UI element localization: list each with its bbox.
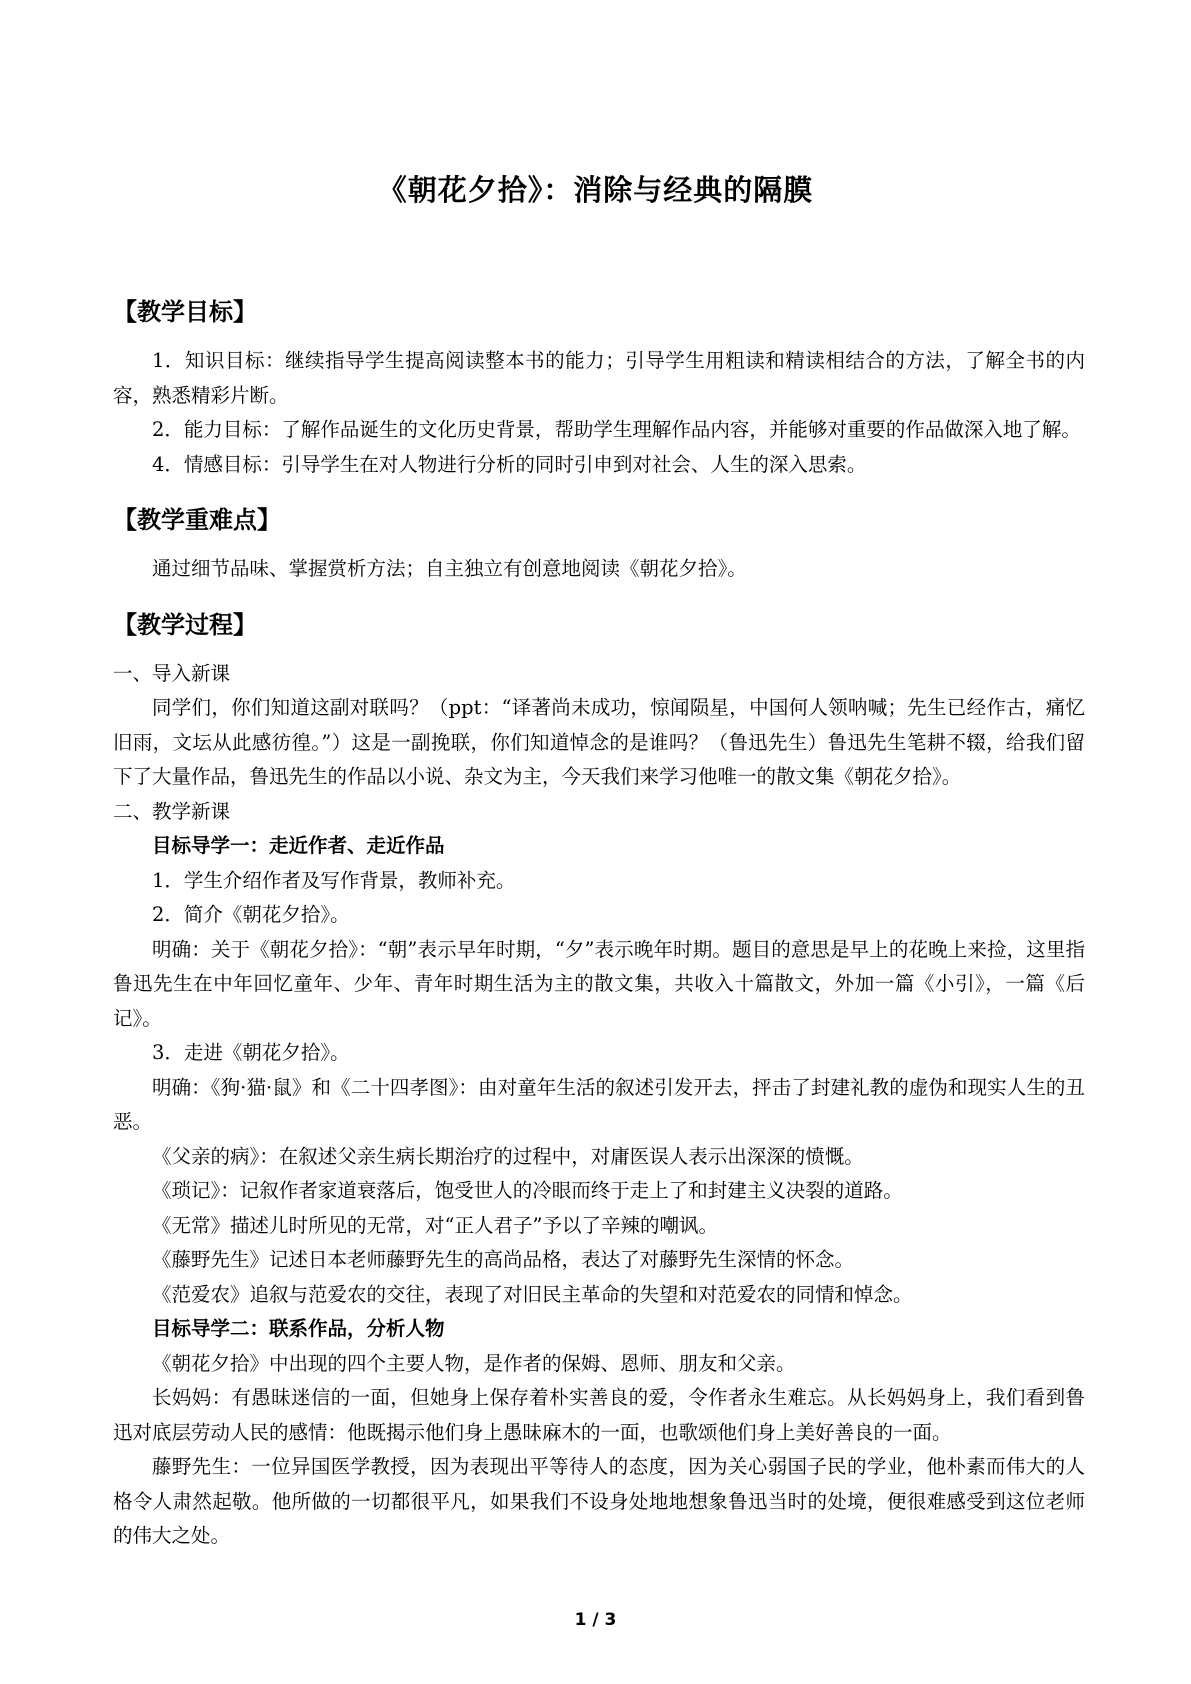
document-body [113, 292, 1085, 1554]
process-part1-title: 一、导入新课 [113, 661, 231, 685]
process-part1-text: 同学们，你们知道这副对联吗？（ppt：“译著尚未成功，惊闻陨星，中国何人领呐喊；先生已经作古，痛忆旧雨，文坛从此感彷徨。”）这是一副挽联，你们知道悼念的是谁吗？（鲁迅先生）鲁迅先生笔耕不辍，给我们留下了大量作品，鲁迅先生的作品以小说、杂文为主，今天我们来学习他唯一的散文集《朝花夕拾》。 [113, 696, 1085, 788]
guide1-item: 3．走进《朝花夕拾》。 [152, 1041, 350, 1064]
guide2-intro: 《朝花夕拾》中出现的四个主要人物，是作者的保姆、恩师、朋友和父亲。 [152, 1351, 796, 1375]
work-description: 《藤野先生》记述日本老师藤野先生的高尚品格，表达了对藤野先生深情的怀念。 [152, 1248, 855, 1271]
section-heading-process: 【教学过程】 [113, 610, 257, 639]
work-description: 《无常》描述儿时所见的无常，对“正人君子”予以了辛辣的嘲讽。 [152, 1213, 718, 1237]
process-part2-title: 二、教学新课 [113, 799, 231, 823]
section-heading-objectives: 【教学目标】 [113, 298, 257, 326]
guide2-character-mama: 长妈妈：有愚昧迷信的一面，但她身上保存着朴实善良的爱，令作者永生难忘。从长妈妈身上，我们看到鲁迅对底层劳动人民的感情：他既揭示他们身上愚昧麻木的一面，也歌颂他们身上美好善良的一面。 [113, 1386, 1085, 1444]
guide1-title: 目标导学一：走近作者、走近作品 [152, 834, 445, 857]
work-description: 《琐记》：记叙作者家道衰落后，饱受世人的冷眼而终于走上了和封建主义决裂的道路。 [152, 1179, 903, 1202]
work-description: 《范爱农》追叙与范爱农的交往，表现了对旧民主革命的失望和对范爱农的同情和悼念。 [152, 1282, 913, 1306]
objective-item: 2．能力目标：了解作品诞生的文化历史背景，帮助学生理解作品内容，并能够对重要的作品做深入地了解。 [152, 418, 1081, 441]
guide1-item: 2．简介《朝花夕拾》。 [152, 903, 350, 926]
section-heading-key-points: 【教学重难点】 [113, 506, 281, 534]
guide1-clarify: 明确：关于《朝花夕拾》：“朝”表示早年时期，“夕”表示晚年时期。题目的意思是早上的花晚上来捡，这里指鲁迅先生在中年回忆童年、少年、青年时期生活为主的散文集，共收入十篇散文，外加一篇《小引》，一篇《后记》。 [113, 937, 1085, 1030]
guide2-character-fujino: 藤野先生：一位异国医学教授，因为表现出平等待人的态度，因为关心弱国子民的学业，他朴素而伟大的人格令人肃然起敬。他所做的一切都很平凡，如果我们不设身处地地想象鲁迅当时的处境，便很难感受到这位老师的伟大之处。 [113, 1455, 1085, 1547]
work-description: 《父亲的病》：在叙述父亲生病长期治疗的过程中，对庸医误人表示出深深的愤慨。 [152, 1144, 864, 1168]
objective-item: 4．情感目标：引导学生在对人物进行分析的同时引申到对社会、人生的深入思索。 [152, 452, 867, 476]
page-number: 1 / 3 [574, 1610, 617, 1630]
guide1-clarify: 明确：《狗·猫·鼠》和《二十四孝图》：由对童年生活的叙述引发开去，抨击了封建礼教的虚伪和现实人生的丑恶。 [113, 1075, 1085, 1133]
key-points-text: 通过细节品味、掌握赏析方法；自主独立有创意地阅读《朝花夕拾》。 [152, 557, 747, 580]
document-title: 《朝花夕拾》：消除与经典的隔膜 [377, 173, 814, 207]
guide1-item: 1．学生介绍作者及写作背景，教师补充。 [152, 868, 516, 892]
guide2-title: 目标导学二：联系作品，分析人物 [152, 1317, 445, 1340]
objective-item: 1．知识目标：继续指导学生提高阅读整本书的能力；引导学生用粗读和精读相结合的方法，了解全书的内容，熟悉精彩片断。 [113, 349, 1085, 407]
